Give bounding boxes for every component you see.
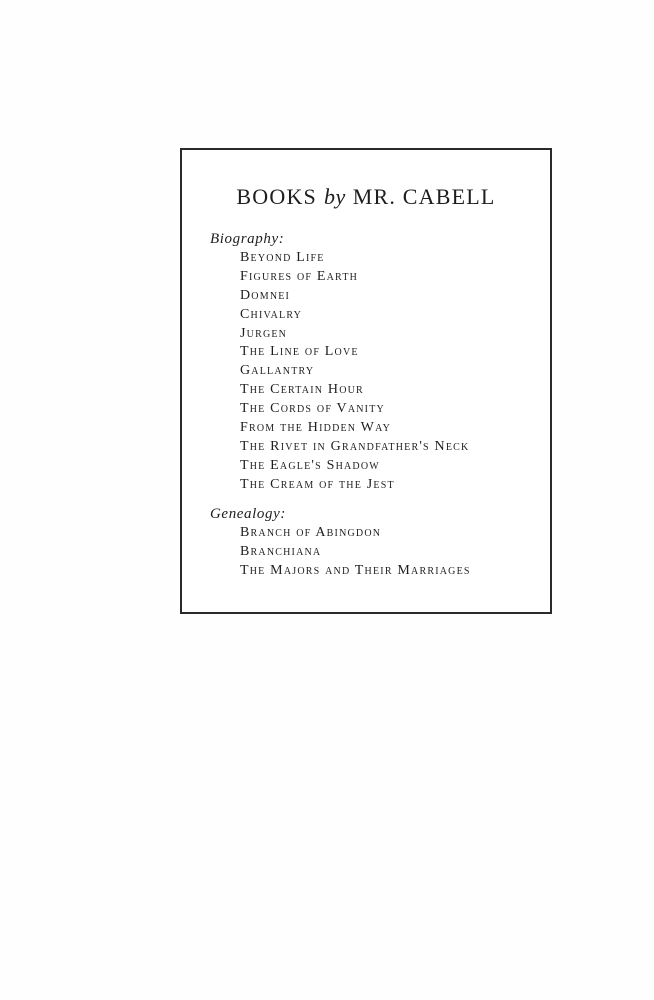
list-item: Beyond Life <box>240 250 325 265</box>
list-item: Gallantry <box>240 363 315 379</box>
list-item: The Cream of the Jest <box>240 476 395 492</box>
list-item: The Majors and Their Marriages <box>240 562 471 578</box>
biography-list <box>210 249 540 495</box>
list-item: The Line of Love <box>240 344 359 360</box>
list-item: Chivalry <box>240 306 303 322</box>
heading-author: MR. CABELL <box>352 184 496 209</box>
page-heading <box>182 184 550 210</box>
list-item: The Certain Hour <box>240 382 364 398</box>
genealogy-label: Genealogy: <box>210 506 286 522</box>
list-item: Domnei <box>240 287 291 303</box>
biography-label: Biography: <box>210 231 285 247</box>
biography-section <box>210 230 540 495</box>
list-item: Jurgen <box>240 325 288 341</box>
list-item: The Rivet in Grandfather's Neck <box>240 438 470 454</box>
list-item: The Cords of Vanity <box>240 401 385 417</box>
list-item: From the Hidden Way <box>240 420 392 436</box>
list-item: Branchiana <box>240 543 322 559</box>
genealogy-section <box>210 505 540 581</box>
heading-by: by <box>324 184 346 209</box>
list-item: Branch of Abingdon <box>240 525 382 540</box>
books-by-author-box <box>180 148 552 614</box>
genealogy-list <box>210 524 540 581</box>
heading-books: BOOKS <box>236 184 317 209</box>
list-item: Figures of Earth <box>240 268 359 284</box>
list-item: The Eagle's Shadow <box>240 457 380 473</box>
